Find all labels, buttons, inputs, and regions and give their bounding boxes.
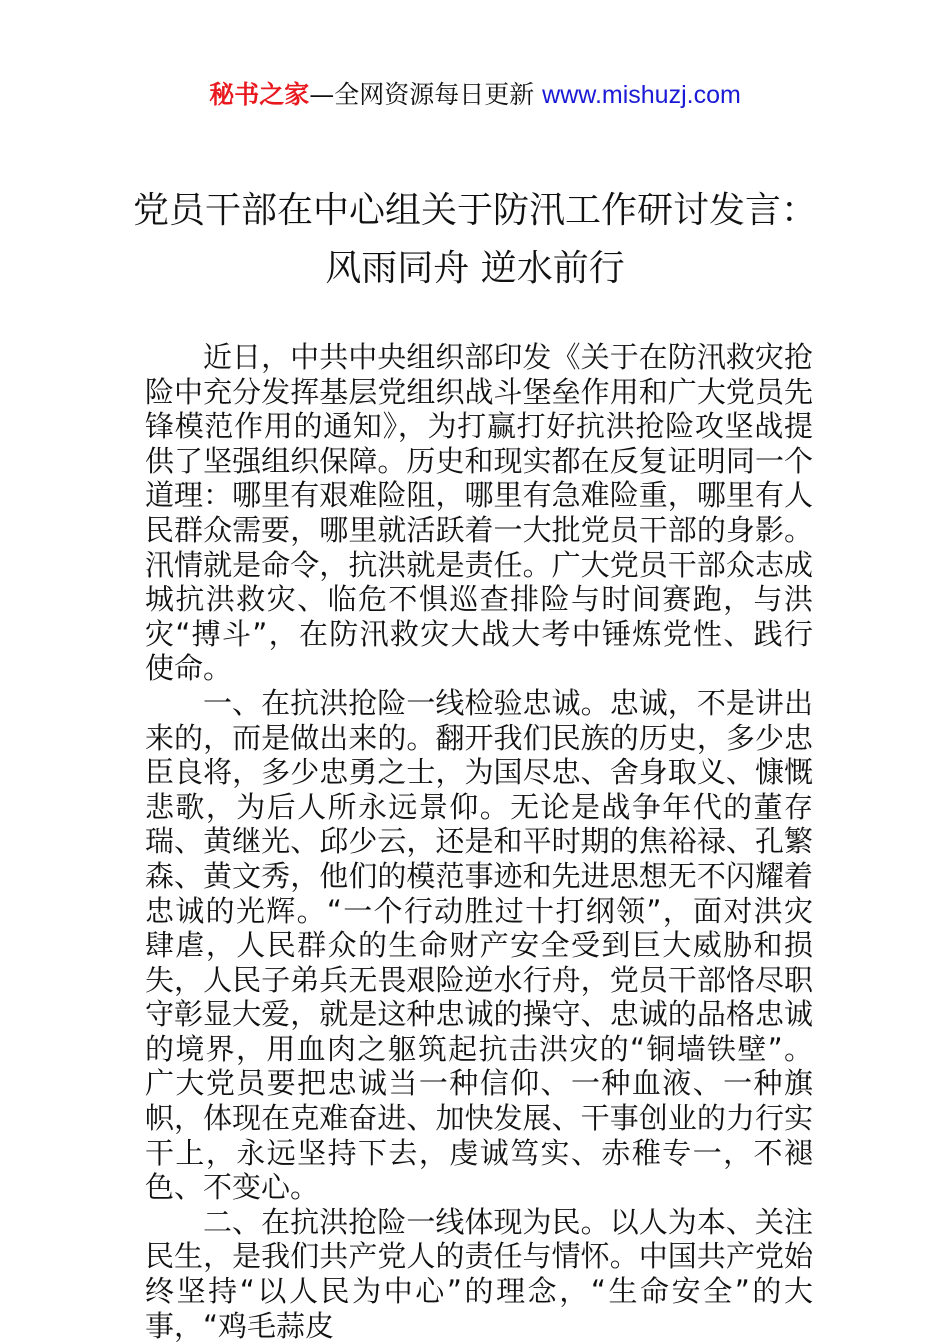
paragraph-section-2: 二、在抗洪抢险一线体现为民。以人为本、关注民生，是我们共产党人的责任与情怀。中国共产党始终坚持“以人民为中心”的理念，“生命安全”的大事，“鸡毛蒜皮 [145, 1204, 813, 1343]
source-header [0, 78, 950, 112]
title-line-1: 党员干部在中心组关于防汛工作研讨发言： [132, 190, 817, 231]
header-tagline: —全网资源每日更新 [309, 80, 543, 109]
title-line-2: 风雨同舟 逆水前行 [325, 248, 625, 289]
paragraph-section-1: 一、在抗洪抢险一线检验忠诚。忠诚，不是讲出来的，而是做出来的。翻开我们民族的历史，多少忠臣良将，多少忠勇之士，为国尽忠、舍身取义、慷慨悲歌，为后人所永远景仰。无论是战争年代的董存瑞、黄继光、邱少云，还是和平时期的焦裕禄、孔繁森、黄文秀，他们的模范事迹和先进思想无不闪耀着忠诚的光辉。“一个行动胜过十打纲领”，面对洪灾肆虐，人民群众的生命财产安全受到巨大威胁和损失，人民子弟兵无畏艰险逆水行舟，党员干部恪尽职守彰显大爱，就是这种忠诚的操守、忠诚的品格忠诚的境界，用血肉之躯筑起抗击洪灾的“铜墙铁壁”。广大党员要把忠诚当一种信仰、一种血液、一种旗帜，体现在克难奋进、加快发展、干事创业的力行实干上，永远坚持下去，虔诚笃实、赤稚专一，不褪色、不变心。 [145, 685, 813, 1205]
paragraph-intro: 近日，中共中央组织部印发《关于在防汛救灾抢险中充分发挥基层党组织战斗堡垒作用和广大党员先锋模范作用的通知》，为打赢打好抗洪抢险攻坚战提供了坚强组织保障。历史和现实都在反复证明同一个道理：哪里有艰难险阻，哪里有急难险重，哪里有人民群众需要，哪里就活跃着一大批党员干部的身影。汛情就是命令，抗洪就是责任。广大党员干部众志成城抗洪救灾、临危不惧巡查排险与时间赛跑，与洪灾“搏斗”，在防汛救灾大战大考中锤炼党性、践行使命。 [145, 340, 813, 686]
brand-name: 秘书之家 [209, 80, 310, 109]
document-body [145, 340, 813, 1343]
site-url-link[interactable]: www.mishuzj.com [542, 81, 741, 109]
document-title [0, 182, 950, 298]
